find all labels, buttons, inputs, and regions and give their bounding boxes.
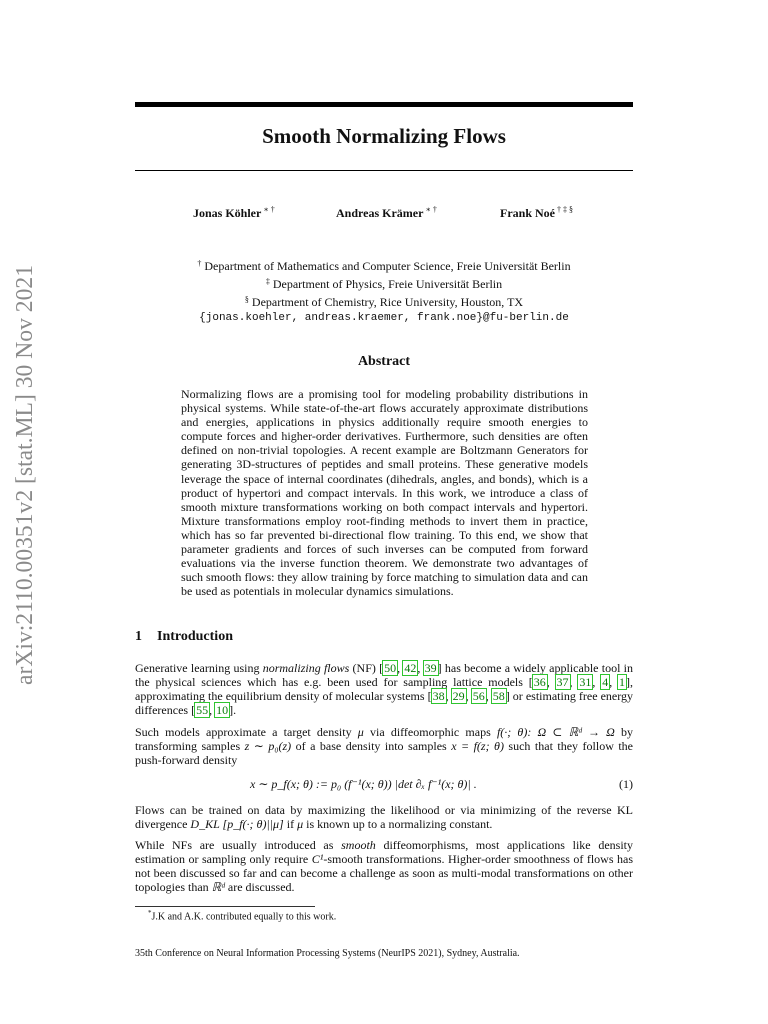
intro-paragraph-3: Flows can be trained on data by maximizing the likelihood or via minimizing of the reverse KL divergence D_KL [p_f(·; θ)||μ] if μ is known up to a normalizing constant. bbox=[135, 803, 633, 831]
intro-paragraph-1: Generative learning using normalizing flows (NF) [50, 42, 39] has become a widely applicable tool in the physical sciences which has e.g. been used for sampling lattice models [36, 37, 31, 4, 1], approximating the equilibrium density of molecular systems [38, 29, 56, 58] or estimating free energy differences [55, 10]. bbox=[135, 661, 634, 717]
equation-1 bbox=[135, 777, 633, 795]
author-emails: {jonas.koehler, andreas.kraemer, frank.noe}@fu-berlin.de bbox=[199, 312, 569, 324]
author: Frank Noé † ‡ § bbox=[500, 205, 573, 220]
equation-number: (1) bbox=[619, 777, 633, 791]
math-c1: C¹ bbox=[311, 852, 324, 866]
affiliation-line: § Department of Chemistry, Rice University, Houston, TX bbox=[244, 295, 524, 309]
equation-body: x ∼ p_f(x; θ) := p₀ (f⁻¹(x; θ)) |det ∂ₓ f⁻¹(x; θ)| . bbox=[250, 777, 477, 791]
math-rd: ℝᵈ bbox=[211, 880, 225, 894]
author: Jonas Köhler ∗ † bbox=[193, 205, 275, 220]
citation-link[interactable]: 29 bbox=[452, 689, 465, 703]
math-mu: μ bbox=[297, 817, 304, 831]
author: Andreas Krämer ∗ † bbox=[336, 205, 437, 220]
citation-link[interactable]: 1 bbox=[619, 675, 626, 689]
title-rule-top bbox=[135, 102, 633, 107]
citation-link[interactable]: 10 bbox=[216, 703, 229, 717]
title-rule-bottom bbox=[135, 170, 633, 171]
section-title: Introduction bbox=[157, 629, 233, 644]
footnote: *J.K and A.K. contributed equally to this work. bbox=[148, 909, 337, 923]
citation-link[interactable]: 39 bbox=[424, 661, 437, 675]
citation-link[interactable]: 36 bbox=[533, 675, 546, 689]
citation-link[interactable]: 50 bbox=[384, 661, 397, 675]
math-x: x = f(z; θ) bbox=[451, 739, 504, 753]
conference-note: 35th Conference on Neural Information Processing Systems (NeurIPS 2021), Sydney, Australia. bbox=[135, 948, 520, 959]
citation-link[interactable]: 37 bbox=[556, 675, 569, 689]
arxiv-identifier-stamp bbox=[2, 265, 42, 685]
intro-paragraph-4: While NFs are usually introduced as smooth diffeomorphisms, most applications like density estimation or sampling only require C¹-smooth transformations. Higher-order smoothness of flows has not been discussed so far and can become a challenge as soon as multi-modal transformations on other topologies than ℝᵈ are discussed. bbox=[135, 838, 633, 894]
affiliations bbox=[135, 256, 633, 326]
abstract-body: Normalizing flows are a promising tool for modeling probability distributions in physical systems. While state-of-the-art flows accurately approximate distributions and energies, applications in physics additionally require smooth energies to compute forces and higher-order derivatives. Furthermore, such densities are often defined on non-trivial topologies. A recent example are Boltzmann Generators for generating 3D-structures of peptides and small proteins. These generative models leverage the space of internal coordinates (dihedrals, angles, and bonds), which is a product of hypertori and compact intervals. In this work, we introduce a class of smooth mixture transformations working on both compact intervals and hypertori. Mixture transformations employ root-finding methods to invert them in practice, which has so far prevented bi-directional flow training. To this end, we show that parameter gradients and forces of such inverses can be computed from forward evaluations via the inverse function theorem. We demonstrate two advantages of such smooth flows: they allow training by force matching to simulation data and can be used as potentials in molecular dynamics simulations. bbox=[181, 387, 588, 599]
citation-link[interactable]: 42 bbox=[404, 661, 417, 675]
citation-link[interactable]: 56 bbox=[472, 689, 485, 703]
author-list bbox=[135, 205, 633, 225]
math-z: z ∼ p₀(z) bbox=[244, 739, 292, 753]
arxiv-id-text: arXiv:2110.00351v2 [stat.ML] 30 Nov 2021 bbox=[11, 265, 38, 685]
citation-link[interactable]: 31 bbox=[579, 675, 592, 689]
affiliation-line: ‡ Department of Physics, Freie Universität Berlin bbox=[265, 277, 503, 291]
math-map: f(·; θ): Ω ⊂ ℝᵈ → Ω bbox=[496, 725, 615, 739]
section-heading bbox=[135, 629, 233, 645]
citation-link[interactable]: 4 bbox=[602, 675, 609, 689]
math-kl: D_KL [p_f(·; θ)||μ] bbox=[190, 817, 284, 831]
citation-link[interactable]: 38 bbox=[432, 689, 445, 703]
intro-paragraph-2: Such models approximate a target density μ via diffeomorphic maps f(·; θ): Ω ⊂ ℝᵈ → Ω by transforming samples z ∼ p₀(z) of a base density into samples x = f(z; θ) such that they follow the push-forward density bbox=[135, 725, 634, 767]
affiliation-line: † Department of Mathematics and Computer Science, Freie Universität Berlin bbox=[197, 259, 571, 273]
citation-link[interactable]: 55 bbox=[196, 703, 209, 717]
citation-link[interactable]: 58 bbox=[492, 689, 505, 703]
abstract-heading: Abstract bbox=[357, 354, 411, 369]
math-mu: μ bbox=[357, 725, 364, 739]
paper-title: Smooth Normalizing Flows bbox=[262, 124, 506, 148]
footnote-rule bbox=[135, 906, 315, 907]
section-number: 1 bbox=[135, 629, 142, 644]
